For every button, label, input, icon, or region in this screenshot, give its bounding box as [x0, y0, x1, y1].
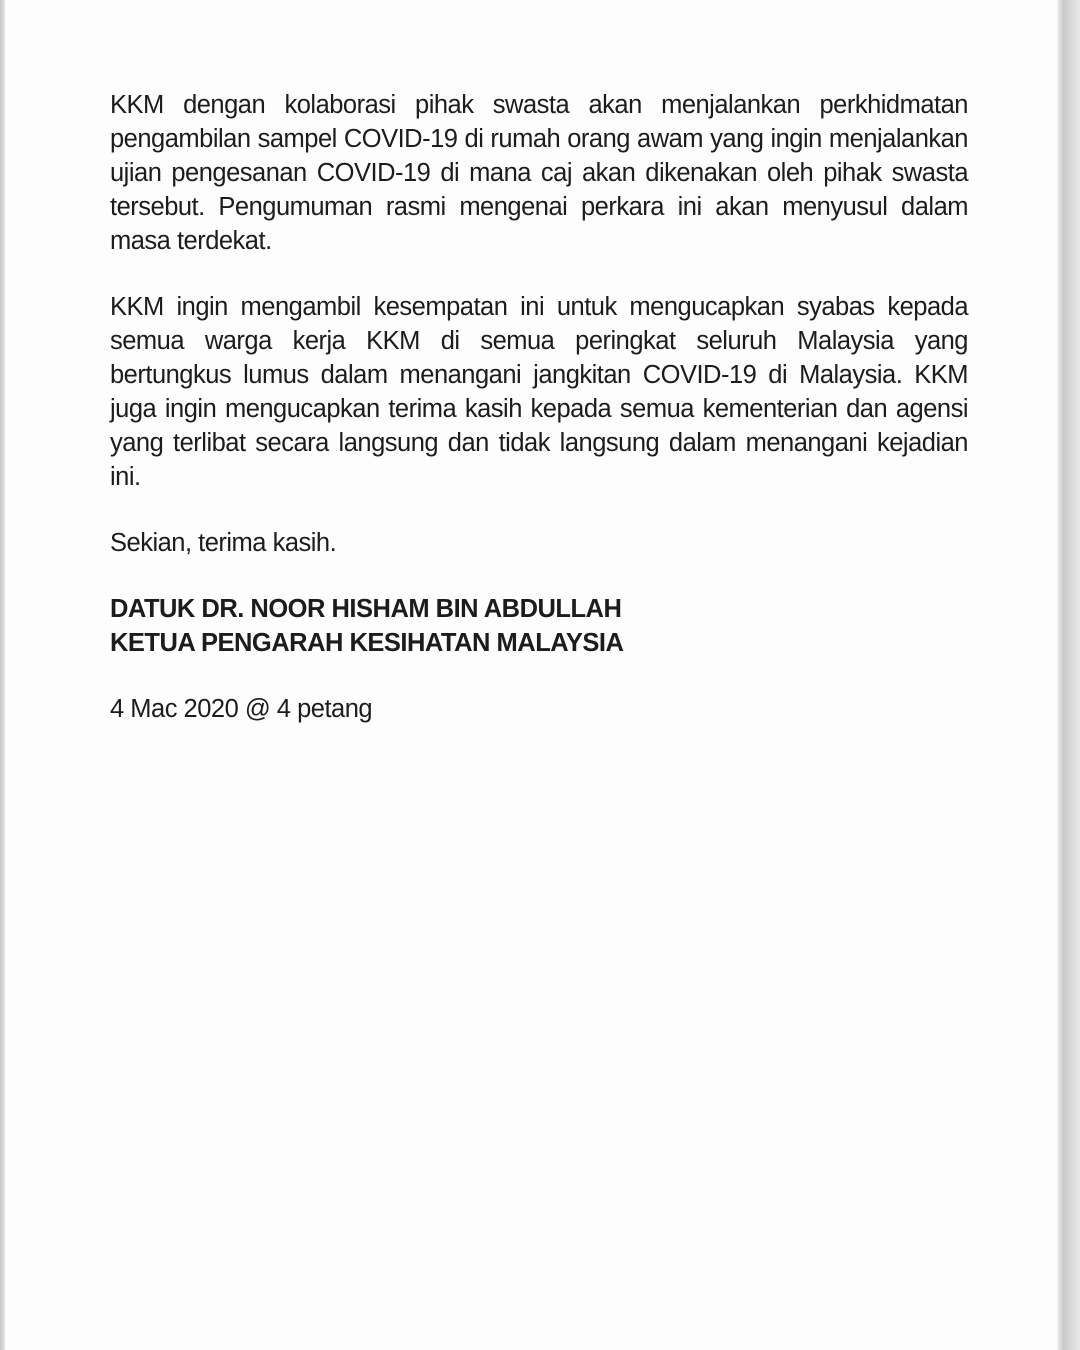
signature-title: KETUA PENGARAH KESIHATAN MALAYSIA	[110, 629, 624, 657]
text-line: 4 Mac 2020 @ 4 petang	[110, 695, 373, 723]
text-line: juga ingin mengucapkan terima kasih kepada semua kementerian dan agensi	[110, 395, 968, 423]
body-paragraph	[110, 290, 968, 494]
text-line: yang terlibat secara langsung dan tidak langsung dalam menangani kejadian	[110, 429, 968, 457]
document-body	[110, 88, 968, 758]
text-line: bertungkus lumus dalam menangani jangkitan COVID-19 di Malaysia. KKM	[110, 361, 968, 389]
text-line: ini.	[110, 463, 141, 491]
right-page-edge	[1057, 0, 1080, 1350]
text-line: Sekian, terima kasih.	[110, 529, 337, 557]
text-line: semua warga kerja KKM di semua peringkat seluruh Malaysia yang	[110, 327, 968, 355]
body-paragraph	[110, 88, 968, 258]
text-line: tersebut. Pengumuman rasmi mengenai perkara ini akan menyusul dalam	[110, 193, 968, 221]
text-line: ujian pengesanan COVID-19 di mana caj akan dikenakan oleh pihak swasta	[110, 159, 968, 187]
left-page-edge	[0, 0, 5, 1350]
date-line	[110, 692, 968, 726]
text-line: KKM ingin mengambil kesempatan ini untuk mengucapkan syabas kepada	[110, 293, 968, 321]
signature-block	[110, 592, 968, 660]
text-line: KKM dengan kolaborasi pihak swasta akan menjalankan perkhidmatan	[110, 91, 968, 119]
text-line: masa terdekat.	[110, 227, 272, 255]
closing-paragraph	[110, 526, 968, 560]
signature-name: DATUK DR. NOOR HISHAM BIN ABDULLAH	[110, 595, 622, 623]
text-line: pengambilan sampel COVID-19 di rumah orang awam yang ingin menjalankan	[110, 125, 968, 153]
